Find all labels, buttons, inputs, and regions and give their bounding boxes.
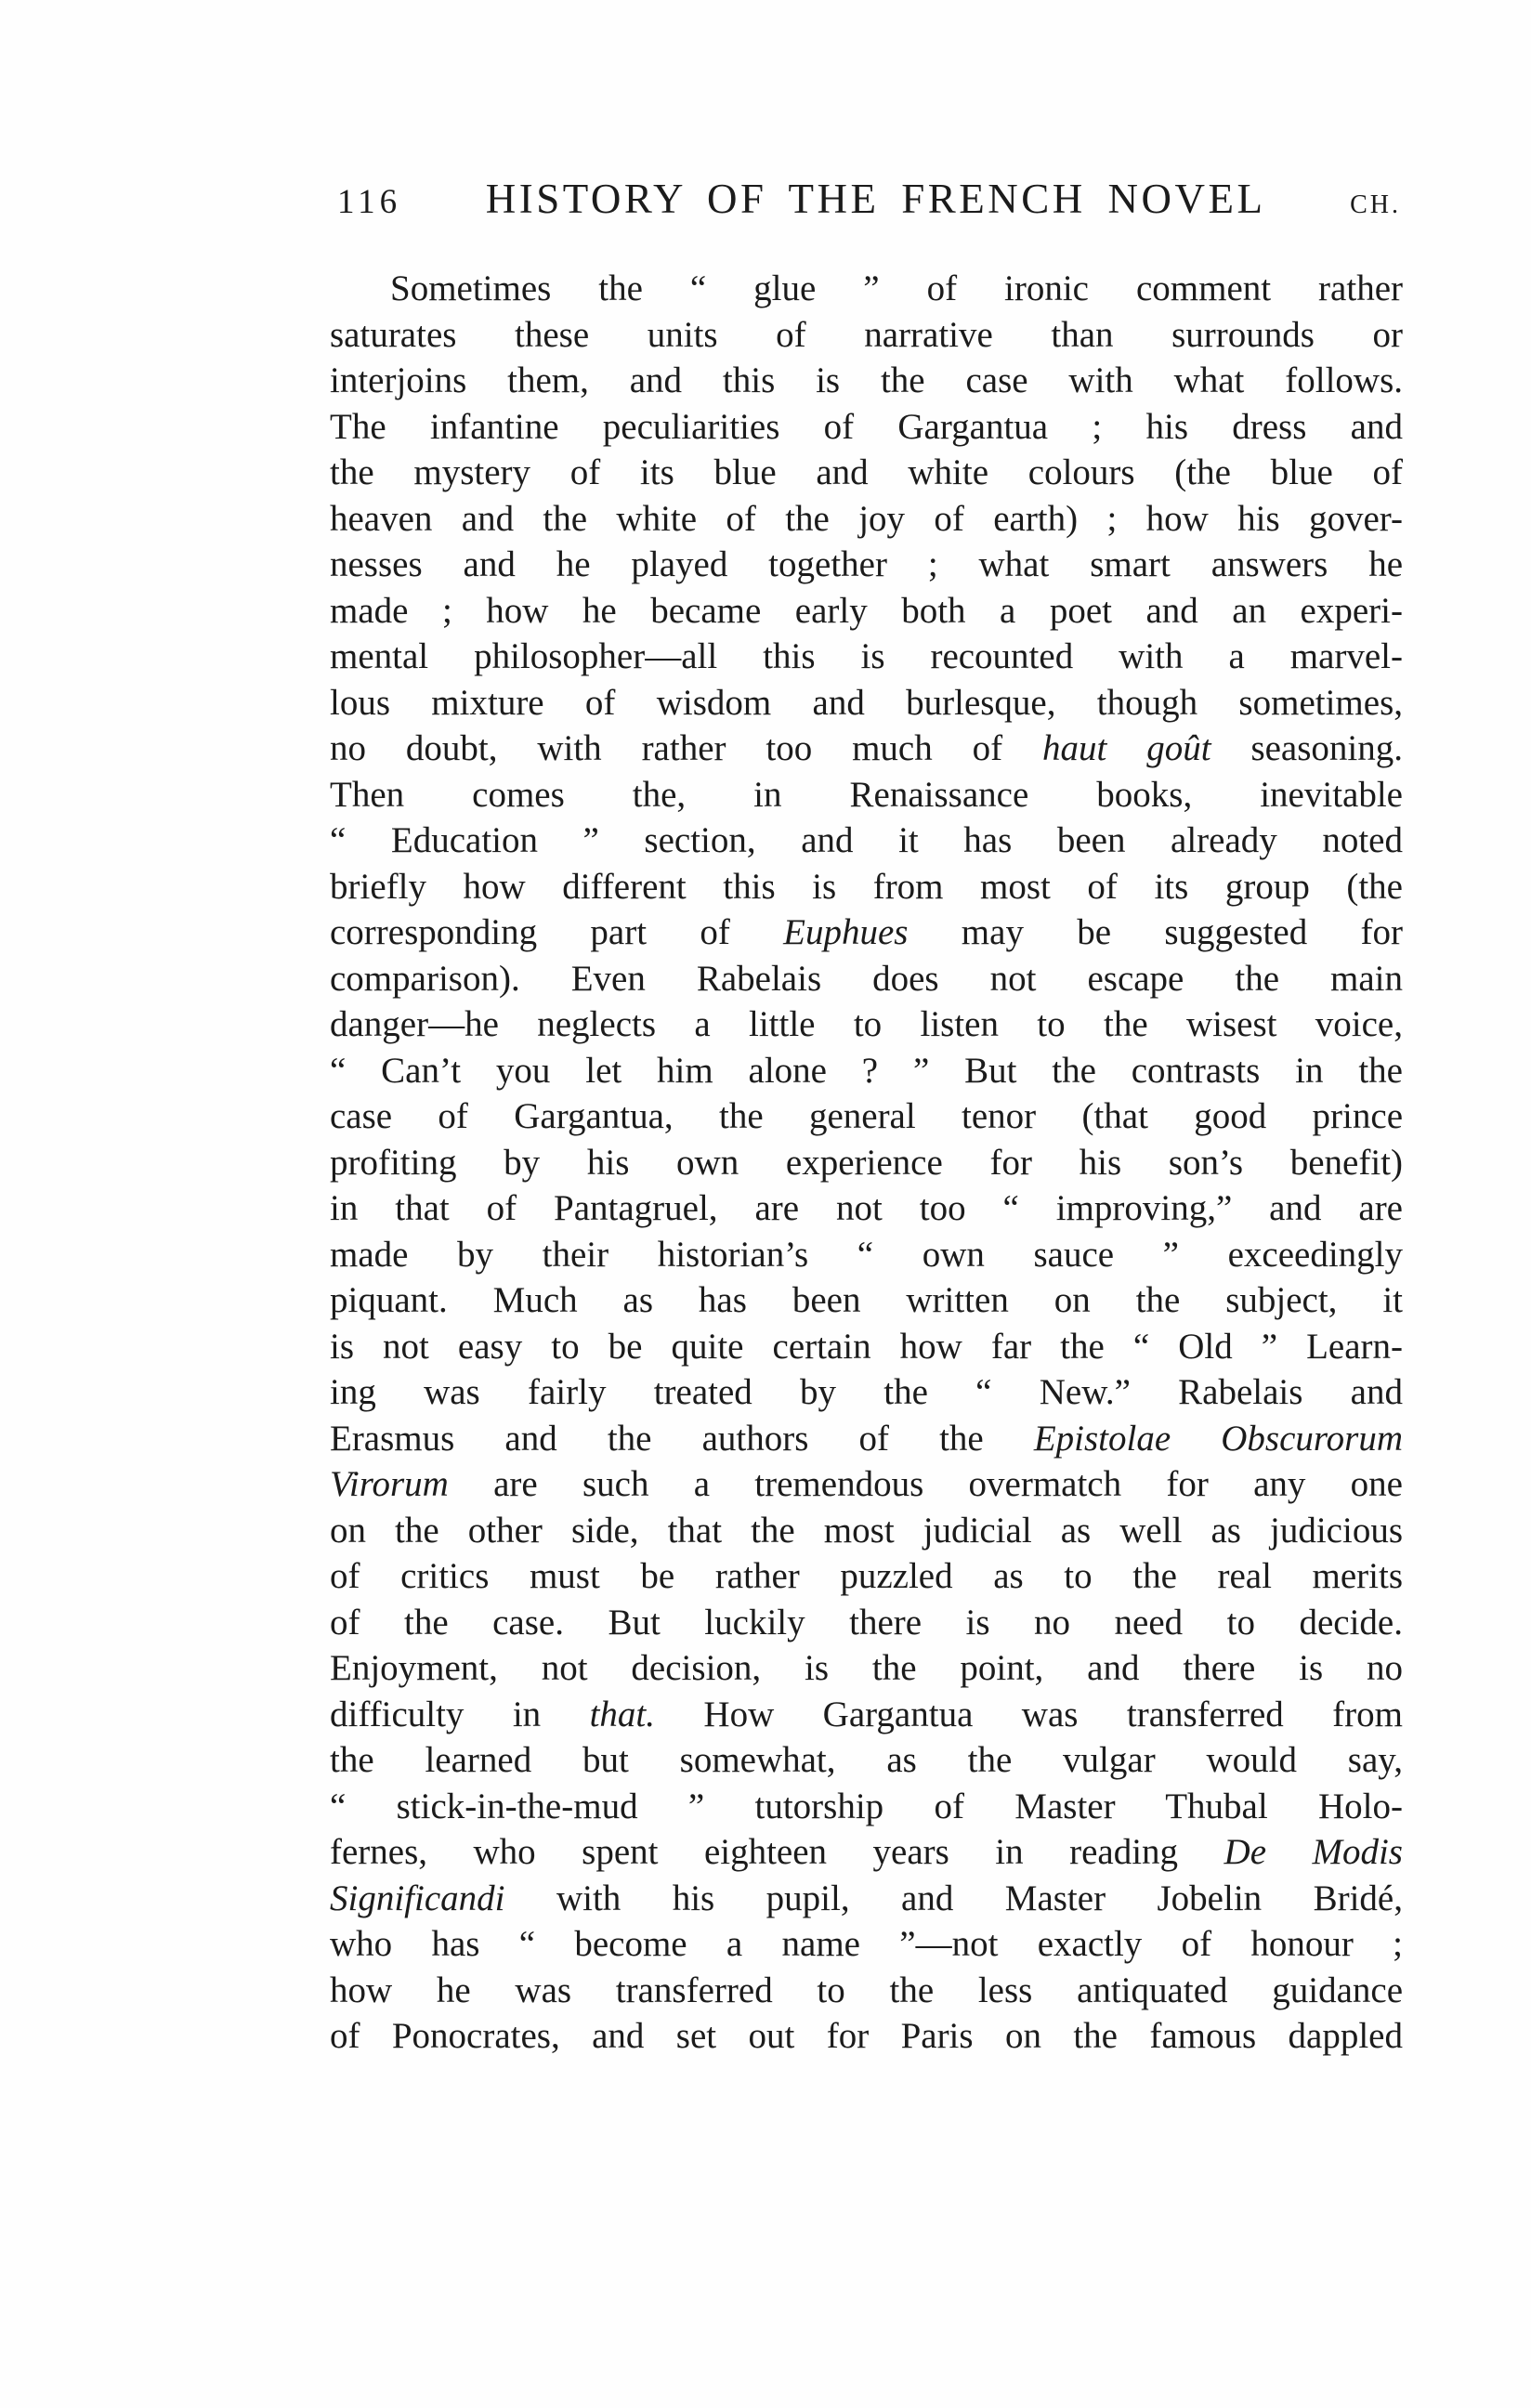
- text-line: [330, 680, 1403, 726]
- text-segment: briefly how different this is from most of its group (the: [330, 866, 1403, 907]
- text-segment: seasoning.: [1210, 728, 1404, 768]
- text-segment: fernes, who spent eighteen years in reading: [330, 1832, 1224, 1872]
- text-line: [330, 818, 1403, 864]
- text-line: [330, 1692, 1403, 1738]
- text-line: [330, 1277, 1403, 1324]
- text-line: [330, 1968, 1403, 2014]
- text-segment: is not easy to be quite certain how far the “ Old ” Learn-: [330, 1326, 1403, 1367]
- text-line: [330, 1140, 1403, 1186]
- text-segment: on the other side, that the most judicial as well as judicious: [330, 1510, 1403, 1551]
- italic-text-segment: haut goût: [1042, 728, 1211, 768]
- text-line: [330, 312, 1403, 359]
- italic-text-segment: that.: [589, 1694, 656, 1734]
- text-line: [330, 1921, 1403, 1968]
- text-line: [330, 910, 1403, 956]
- text-line: [330, 1232, 1403, 1278]
- text-segment: how he was transferred to the less antiquated guidance: [330, 1970, 1403, 2010]
- text-line: [330, 864, 1403, 910]
- text-line: [330, 1048, 1403, 1094]
- running-head: [330, 175, 1403, 223]
- text-segment: heaven and the white of the joy of earth) ; how his gover-: [330, 498, 1403, 539]
- text-segment: ing was fairly treated by the “ New.” Rabelais and: [330, 1372, 1403, 1412]
- text-segment: of critics must be rather puzzled as to the real merits: [330, 1556, 1403, 1596]
- text-segment: difficulty in: [330, 1694, 590, 1734]
- text-line: [330, 634, 1403, 680]
- text-segment: of Ponocrates, and set out for Paris on the famous dappled: [330, 2016, 1403, 2056]
- text-line: [330, 358, 1403, 404]
- text-line: [330, 1093, 1403, 1140]
- text-line: [330, 1600, 1403, 1646]
- text-segment: piquant. Much as has been written on the subject, it: [330, 1280, 1403, 1320]
- text-line: [330, 450, 1403, 496]
- text-segment: Sometimes the “ glue ” of ironic comment rather: [390, 268, 1403, 308]
- text-line: [330, 496, 1403, 543]
- italic-text-segment: Significandi: [330, 1878, 505, 1918]
- text-segment: The infantine peculiarities of Gargantua ; his dress and: [330, 406, 1403, 447]
- text-segment: made ; how he became early both a poet and an experi-: [330, 590, 1403, 631]
- text-line: [330, 1645, 1403, 1692]
- body-text-block: [330, 266, 1403, 2060]
- text-segment: Enjoyment, not decision, is the point, and there is no: [330, 1648, 1403, 1688]
- text-line: [330, 1553, 1403, 1600]
- text-line: [330, 2013, 1403, 2060]
- text-segment: profiting by his own experience for his son’s benefit): [330, 1142, 1403, 1183]
- text-line: [330, 266, 1403, 312]
- text-segment: “ Education ” section, and it has been already noted: [330, 820, 1403, 860]
- text-line: [330, 1416, 1403, 1462]
- italic-text-segment: Virorum: [330, 1464, 449, 1504]
- chapter-marker: CH.: [1350, 190, 1401, 219]
- text-line: [330, 542, 1403, 588]
- text-segment: nesses and he played together ; what smart answers he: [330, 544, 1403, 584]
- text-segment: mental philosopher—all this is recounted with a marvel-: [330, 636, 1403, 676]
- text-segment: danger—he neglects a little to listen to the wisest voice,: [330, 1004, 1403, 1044]
- text-line: [330, 1737, 1403, 1784]
- text-line: [330, 956, 1403, 1002]
- text-segment: lous mixture of wisdom and burlesque, though sometimes,: [330, 682, 1403, 723]
- text-line: [330, 1324, 1403, 1370]
- text-line: [330, 588, 1403, 635]
- text-segment: Erasmus and the authors of the: [330, 1418, 1034, 1459]
- text-segment: corresponding part of: [330, 912, 784, 952]
- page-title: HISTORY OF THE FRENCH NOVEL: [485, 176, 1266, 222]
- text-line: [330, 772, 1403, 818]
- text-segment: the mystery of its blue and white colours (the blue of: [330, 452, 1403, 492]
- text-line: [330, 1001, 1403, 1048]
- text-line: [330, 1369, 1403, 1416]
- italic-text-segment: Epistolae Obscurorum: [1033, 1418, 1403, 1459]
- text-segment: saturates these units of narrative than surrounds or: [330, 314, 1403, 355]
- text-segment: “ stick-in-the-mud ” tutorship of Master Thubal Holo-: [330, 1786, 1403, 1826]
- text-line: [330, 1461, 1403, 1508]
- text-line: [330, 726, 1403, 772]
- text-segment: who has “ become a name ”—not exactly of honour ;: [330, 1924, 1403, 1964]
- text-segment: case of Gargantua, the general tenor (that good prince: [330, 1096, 1403, 1136]
- italic-text-segment: Euphues: [783, 912, 909, 952]
- italic-text-segment: De Modis: [1223, 1832, 1403, 1872]
- text-segment: are such a tremendous overmatch for any one: [448, 1464, 1403, 1504]
- text-segment: How Gargantua was transferred from: [655, 1694, 1403, 1734]
- text-line: [330, 1876, 1403, 1922]
- text-line: [330, 1508, 1403, 1554]
- text-segment: in that of Pantagruel, are not too “ improving,” and are: [330, 1188, 1403, 1228]
- text-segment: may be suggested for: [908, 912, 1403, 952]
- text-line: [330, 404, 1403, 451]
- text-segment: Then comes the, in Renaissance books, inevitable: [330, 774, 1403, 815]
- text-segment: made by their historian’s “ own sauce ” exceedingly: [330, 1234, 1403, 1275]
- text-segment: the learned but somewhat, as the vulgar would say,: [330, 1740, 1403, 1780]
- text-segment: “ Can’t you let him alone ? ” But the contrasts in the: [330, 1050, 1403, 1091]
- text-line: [330, 1829, 1403, 1876]
- text-line: [330, 1185, 1403, 1232]
- text-segment: of the case. But luckily there is no need to decide.: [330, 1602, 1403, 1642]
- text-segment: no doubt, with rather too much of: [330, 728, 1042, 768]
- text-line: [330, 1784, 1403, 1830]
- text-segment: comparison). Even Rabelais does not escape the main: [330, 958, 1403, 999]
- text-segment: with his pupil, and Master Jobelin Bridé,: [504, 1878, 1403, 1918]
- page-number: 116: [337, 183, 402, 221]
- text-segment: interjoins them, and this is the case with what follows.: [330, 360, 1403, 400]
